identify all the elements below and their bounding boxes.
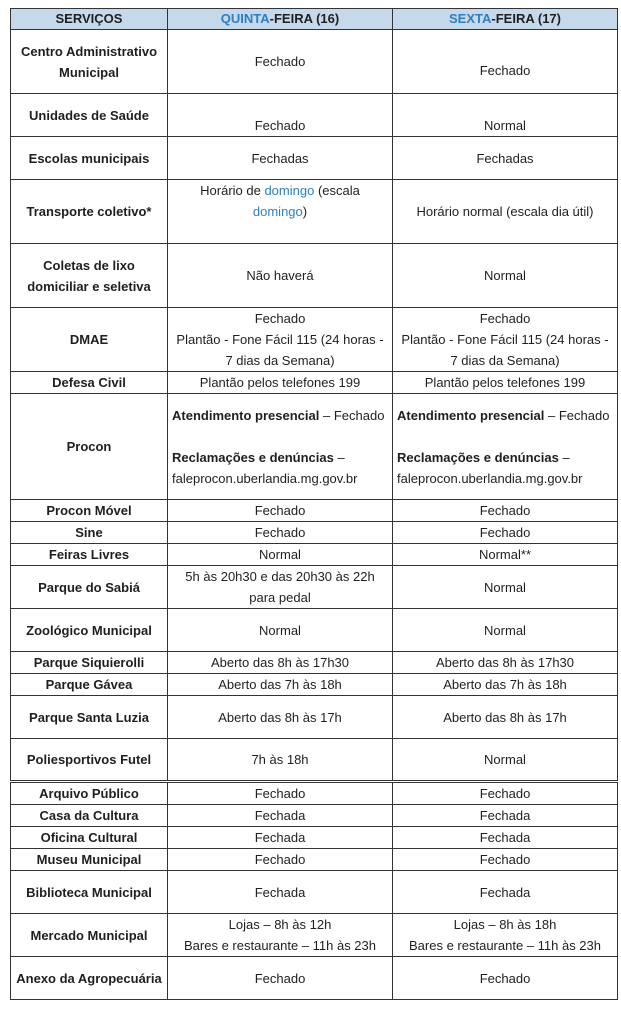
header-friday-rest: -FEIRA (17) xyxy=(491,11,561,26)
friday-cell: Aberto das 7h às 18h xyxy=(393,674,618,696)
friday-cell: Normal** xyxy=(393,544,618,566)
table-row xyxy=(11,914,618,957)
friday-line: Fechado xyxy=(479,311,531,326)
friday-line: Plantão - Fone Fácil 115 (24 horas - 7 dias da Semana) xyxy=(401,332,609,368)
service-name: Procon xyxy=(11,394,168,500)
service-name: Feiras Livres xyxy=(11,544,168,566)
thursday-procon-presencial xyxy=(172,405,388,426)
table-row xyxy=(11,522,618,544)
friday-cell xyxy=(393,914,618,957)
friday-cell: Normal xyxy=(393,244,618,308)
friday-procon-reclamacoes xyxy=(397,447,613,489)
table-row xyxy=(11,137,618,180)
service-name: Oficina Cultural xyxy=(11,827,168,849)
thursday-procon-reclamacoes xyxy=(172,447,388,489)
thursday-cell: Fechado xyxy=(168,957,393,1000)
thursday-text-c: ) xyxy=(302,204,308,219)
friday-cell: Horário normal (escala dia útil) xyxy=(393,180,618,244)
thursday-cell: 5h às 20h30 e das 20h30 às 22h para pedal xyxy=(168,566,393,609)
thursday-cell: Fechada xyxy=(168,827,393,849)
service-name: Procon Móvel xyxy=(11,500,168,522)
spacer xyxy=(397,426,613,447)
friday-cell: Fechada xyxy=(393,827,618,849)
friday-cell: Fechada xyxy=(393,871,618,914)
table-row xyxy=(11,308,618,372)
thursday-cell: Normal xyxy=(168,544,393,566)
table-row xyxy=(11,696,618,739)
friday-cell: Fechado xyxy=(393,522,618,544)
friday-procon-presencial xyxy=(397,405,613,426)
table-row xyxy=(11,609,618,652)
table-header-row xyxy=(11,9,618,30)
friday-line: Bares e restaurante – 11h às 23h xyxy=(409,938,601,953)
friday-cell xyxy=(393,308,618,372)
thursday-cell xyxy=(168,308,393,372)
thursday-cell xyxy=(168,180,393,244)
thursday-cell: Fechado xyxy=(168,500,393,522)
service-name: Sine xyxy=(11,522,168,544)
table-row xyxy=(11,500,618,522)
domingo-link[interactable]: domingo xyxy=(252,204,303,219)
service-name: Centro Administrativo Municipal xyxy=(11,30,168,94)
friday-cell: Normal xyxy=(393,609,618,652)
header-thursday-accent: QUINTA xyxy=(220,11,270,26)
friday-cell: Aberto das 8h às 17h30 xyxy=(393,652,618,674)
table-row xyxy=(11,782,618,805)
thursday-cell: Fechado xyxy=(168,522,393,544)
thursday-cell: Plantão pelos telefones 199 xyxy=(168,372,393,394)
procon-reclamacoes-label: Reclamações e denúncias xyxy=(172,449,334,465)
friday-cell: Fechado xyxy=(393,849,618,871)
service-name: Anexo da Agropecuária xyxy=(11,957,168,1000)
table-row xyxy=(11,566,618,609)
thursday-cell: Normal xyxy=(168,609,393,652)
table-row xyxy=(11,849,618,871)
thursday-cell: Não haverá xyxy=(168,244,393,308)
header-friday xyxy=(393,9,618,30)
friday-cell: Plantão pelos telefones 199 xyxy=(393,372,618,394)
thursday-text-b: (escala xyxy=(314,183,360,198)
table-row xyxy=(11,674,618,696)
thursday-cell: Fechado xyxy=(168,849,393,871)
procon-reclamacoes-value: – faleprocon.uberlandia.mg.gov.br xyxy=(172,449,358,486)
service-name: Poliesportivos Futel xyxy=(11,739,168,782)
table-row xyxy=(11,871,618,914)
spacer xyxy=(172,426,388,447)
service-name: Museu Municipal xyxy=(11,849,168,871)
procon-presencial-value: – Fechado xyxy=(319,407,385,423)
table-row xyxy=(11,544,618,566)
header-thursday xyxy=(168,9,393,30)
friday-cell: Fechadas xyxy=(393,137,618,180)
friday-cell: Fechado xyxy=(393,500,618,522)
thursday-text-a: Horário de xyxy=(200,183,265,198)
header-friday-accent: SEXTA xyxy=(449,11,492,26)
domingo-link[interactable]: domingo xyxy=(264,183,315,198)
thursday-cell: Fechadas xyxy=(168,137,393,180)
friday-cell: Normal xyxy=(393,94,618,137)
thursday-cell: Aberto das 8h às 17h30 xyxy=(168,652,393,674)
table-row xyxy=(11,372,618,394)
service-name: Unidades de Saúde xyxy=(11,94,168,137)
thursday-line: Lojas – 8h às 12h xyxy=(228,917,332,932)
header-services: SERVIÇOS xyxy=(11,9,168,30)
friday-cell: Fechada xyxy=(393,805,618,827)
thursday-line: Bares e restaurante – 11h às 23h xyxy=(184,938,376,953)
friday-cell: Normal xyxy=(393,739,618,782)
service-name: Biblioteca Municipal xyxy=(11,871,168,914)
friday-cell: Fechado xyxy=(393,957,618,1000)
table-row xyxy=(11,652,618,674)
procon-presencial-value: – Fechado xyxy=(544,407,610,423)
service-name: Transporte coletivo* xyxy=(11,180,168,244)
thursday-line: Fechado xyxy=(254,311,306,326)
table-row xyxy=(11,827,618,849)
service-name: DMAE xyxy=(11,308,168,372)
service-name: Coletas de lixo domiciliar e seletiva xyxy=(11,244,168,308)
friday-cell: Fechado xyxy=(393,782,618,805)
thursday-cell: Fechada xyxy=(168,871,393,914)
friday-cell: Normal xyxy=(393,566,618,609)
table-row xyxy=(11,94,618,137)
thursday-cell: Fechado xyxy=(168,30,393,94)
service-name: Casa da Cultura xyxy=(11,805,168,827)
friday-cell: Aberto das 8h às 17h xyxy=(393,696,618,739)
header-thursday-rest: -FEIRA (16) xyxy=(269,11,340,26)
service-name: Mercado Municipal xyxy=(11,914,168,957)
table-row xyxy=(11,957,618,1000)
table-row xyxy=(11,739,618,782)
service-name: Zoológico Municipal xyxy=(11,609,168,652)
thursday-cell: Fechada xyxy=(168,805,393,827)
thursday-cell: Fechado xyxy=(168,94,393,137)
service-name: Defesa Civil xyxy=(11,372,168,394)
procon-presencial-label: Atendimento presencial xyxy=(397,407,545,423)
procon-presencial-label: Atendimento presencial xyxy=(172,407,320,423)
table-row xyxy=(11,394,618,500)
thursday-cell xyxy=(168,914,393,957)
thursday-cell: Fechado xyxy=(168,782,393,805)
service-name: Arquivo Público xyxy=(11,782,168,805)
procon-reclamacoes-label: Reclamações e denúncias xyxy=(397,449,559,465)
thursday-cell: Aberto das 8h às 17h xyxy=(168,696,393,739)
thursday-cell: 7h às 18h xyxy=(168,739,393,782)
services-table xyxy=(10,8,618,1000)
table-row xyxy=(11,244,618,308)
table-row xyxy=(11,805,618,827)
thursday-line: Plantão - Fone Fácil 115 (24 horas - 7 dias da Semana) xyxy=(176,332,384,368)
friday-cell xyxy=(393,394,618,500)
service-name: Parque do Sabiá xyxy=(11,566,168,609)
table-row xyxy=(11,180,618,244)
thursday-cell: Aberto das 7h às 18h xyxy=(168,674,393,696)
service-name: Escolas municipais xyxy=(11,137,168,180)
table-row xyxy=(11,30,618,94)
friday-line: Lojas – 8h às 18h xyxy=(453,917,557,932)
thursday-cell xyxy=(168,394,393,500)
friday-cell: Fechado xyxy=(393,30,618,94)
service-name: Parque Santa Luzia xyxy=(11,696,168,739)
procon-reclamacoes-value: – faleprocon.uberlandia.mg.gov.br xyxy=(397,449,583,486)
service-name: Parque Siquierolli xyxy=(11,652,168,674)
service-name: Parque Gávea xyxy=(11,674,168,696)
